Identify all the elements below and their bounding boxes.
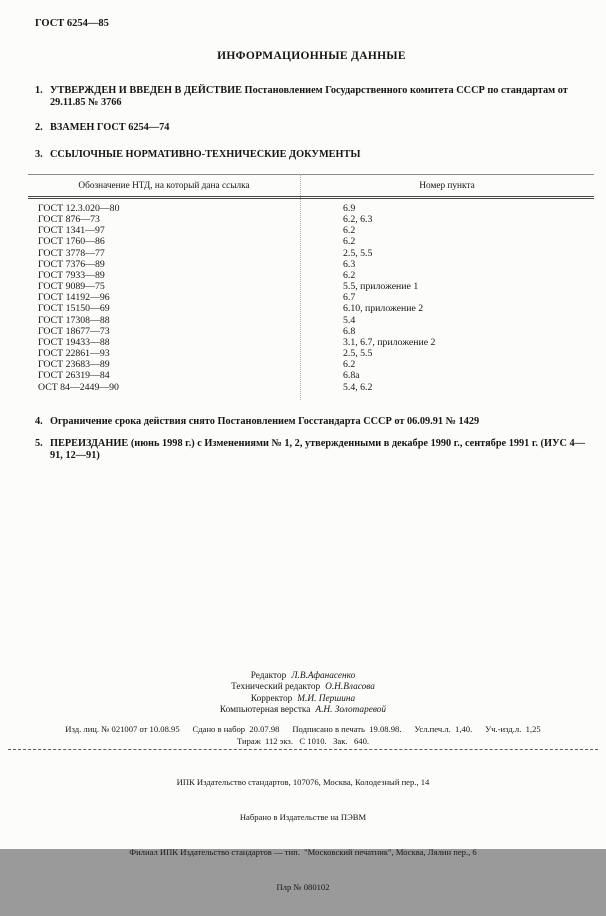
cell-punkt: 6.2	[343, 269, 356, 281]
credit-role: Технический редактор	[231, 682, 321, 693]
page-title: ИНФОРМАЦИОННЫЕ ДАННЫЕ	[217, 50, 406, 62]
publisher-line-3: Филиал ИПК Издательство стандартов — тип. "Московский печатник", Москва, Лялин пер., 6	[129, 846, 477, 857]
cell-ntd: ГОСТ 26319—84	[38, 370, 110, 382]
cell-ntd: ГОСТ 19433—88	[38, 336, 110, 348]
credit-line	[0, 682, 606, 693]
cell-punkt: 5.4, 6.2	[343, 381, 373, 393]
info-item-5	[35, 438, 588, 462]
cell-ntd: ГОСТ 1760—86	[38, 236, 105, 248]
info-item-3	[35, 149, 588, 161]
item-text: ССЫЛОЧНЫЕ НОРМАТИВНО-ТЕХНИЧЕСКИЕ ДОКУМЕНТЫ	[50, 149, 361, 160]
credit-name: М.И. Першина	[297, 693, 356, 704]
credit-name: О.Н.Власова	[325, 682, 375, 693]
table-row	[28, 303, 594, 314]
item-text: ВЗАМЕН ГОСТ 6254—74	[50, 122, 170, 133]
table-header-row	[28, 174, 594, 199]
cell-ntd: ГОСТ 17308—88	[38, 314, 110, 326]
cell-punkt: 6.9	[343, 203, 356, 214]
credit-role: Редактор	[250, 671, 287, 681]
info-item-1	[35, 85, 588, 109]
table-row	[28, 270, 594, 281]
cell-punkt: 6.2	[343, 359, 356, 371]
doc-number: ГОСТ 6254—85	[35, 18, 109, 29]
table-row	[28, 259, 594, 270]
item-number: 5.	[35, 437, 43, 449]
credit-name: А.Н. Золотаревой	[315, 705, 387, 716]
cell-punkt: 6.10, приложение 2	[343, 303, 424, 315]
colophon-line-2: Тираж 112 экз. С 1010. Зак. 640.	[236, 736, 370, 746]
cell-ntd: ГОСТ 876—73	[38, 214, 100, 226]
publisher-line-2: Набрано в Издательстве на ПЭВМ	[239, 811, 367, 822]
cell-punkt: 3.1, 6.7, приложение 2	[343, 336, 436, 348]
cell-punkt: 6.3	[343, 258, 356, 270]
table-header-punkt: Номер пункта	[419, 181, 475, 191]
cell-punkt: 5.4	[343, 314, 356, 326]
table-row	[28, 348, 594, 359]
cell-ntd: ГОСТ 7933—89	[38, 269, 105, 281]
publisher-line-4: Плр № 080102	[276, 881, 330, 892]
cell-punkt: 6.2	[343, 236, 356, 248]
table-row	[28, 225, 594, 236]
item-text: ПЕРЕИЗДАНИЕ (июнь 1998 г.) с Изменениями № 1, 2, утвержденными в декабре 1990 г., сентябре 1991 г. (ИУС 4—91, 12—91)	[50, 437, 585, 461]
table-row	[28, 359, 594, 370]
table-row	[28, 370, 594, 381]
credit-line	[0, 671, 606, 682]
item-number: 4.	[35, 415, 43, 427]
item-text: Ограничение срока действия снято Постановлением Госстандарта СССР от 06.09.91 № 1429	[50, 415, 480, 427]
credit-role: Компьютерная верстка	[219, 705, 311, 716]
cell-ntd: ГОСТ 1341—97	[38, 225, 105, 237]
publisher-block	[0, 754, 606, 916]
cell-punkt: 6.2	[343, 225, 356, 237]
cell-ntd: ГОСТ 7376—89	[38, 258, 105, 270]
item-number: 3.	[35, 149, 43, 160]
credit-line	[0, 705, 606, 716]
table-body	[28, 199, 594, 400]
table-row	[28, 203, 594, 214]
cell-ntd: ГОСТ 14192—96	[38, 292, 110, 304]
separator-rule	[8, 749, 598, 750]
table-row	[28, 281, 594, 292]
colophon-line-1: Изд. лиц. № 021007 от 10.08.95 Сдано в набор 20.07.98 Подписано в печать 19.08.98. Усл.печ.л. 1,40. Уч.-изд.л. 1,25	[65, 724, 541, 734]
table-row	[28, 315, 594, 326]
cell-ntd: ОСТ 84—2449—90	[38, 381, 119, 393]
cell-punkt: 6.8а	[343, 370, 360, 382]
cell-punkt: 2.5, 5.5	[343, 348, 373, 360]
cell-ntd: ГОСТ 12.3.020—80	[38, 203, 120, 214]
credits-block	[0, 671, 606, 717]
credit-role: Корректор	[250, 693, 293, 704]
table-column-divider	[300, 174, 301, 400]
info-item-2	[35, 122, 588, 134]
table-header-ntd: Обозначение НТД, на который дана ссылка	[78, 181, 250, 191]
table-row	[28, 337, 594, 348]
table-row	[28, 214, 594, 225]
cell-punkt: 6.2, 6.3	[343, 214, 373, 226]
cell-punkt: 6.8	[343, 325, 356, 337]
cell-ntd: ГОСТ 15150—69	[38, 303, 110, 315]
references-table	[28, 174, 594, 400]
item-text: УТВЕРЖДЕН И ВВЕДЕН В ДЕЙСТВИЕ Постановлением Государственного комитета СССР по стандартам от 29.11.85 № 3766	[50, 85, 568, 108]
credit-line	[0, 694, 606, 705]
cell-ntd: ГОСТ 18677—73	[38, 325, 110, 337]
cell-ntd: ГОСТ 22861—93	[38, 348, 110, 360]
item-number: 1.	[35, 85, 43, 96]
table-row	[28, 248, 594, 259]
table-row	[28, 292, 594, 303]
table-row	[28, 382, 594, 393]
item-number: 2.	[35, 122, 43, 133]
credit-name: Л.В.Афанасенко	[291, 671, 356, 681]
cell-punkt: 6.7	[343, 292, 356, 304]
cell-ntd: ГОСТ 3778—77	[38, 247, 105, 259]
cell-ntd: ГОСТ 9089—75	[38, 281, 105, 293]
publisher-line-1: ИПК Издательство стандартов, 107076, Москва, Колодезный пер., 14	[176, 777, 430, 788]
table-row	[28, 326, 594, 337]
cell-ntd: ГОСТ 23683—89	[38, 359, 110, 371]
table-row	[28, 236, 594, 247]
info-item-4	[35, 416, 588, 428]
cell-punkt: 2.5, 5.5	[343, 247, 373, 259]
cell-punkt: 5.5, приложение 1	[343, 281, 419, 293]
